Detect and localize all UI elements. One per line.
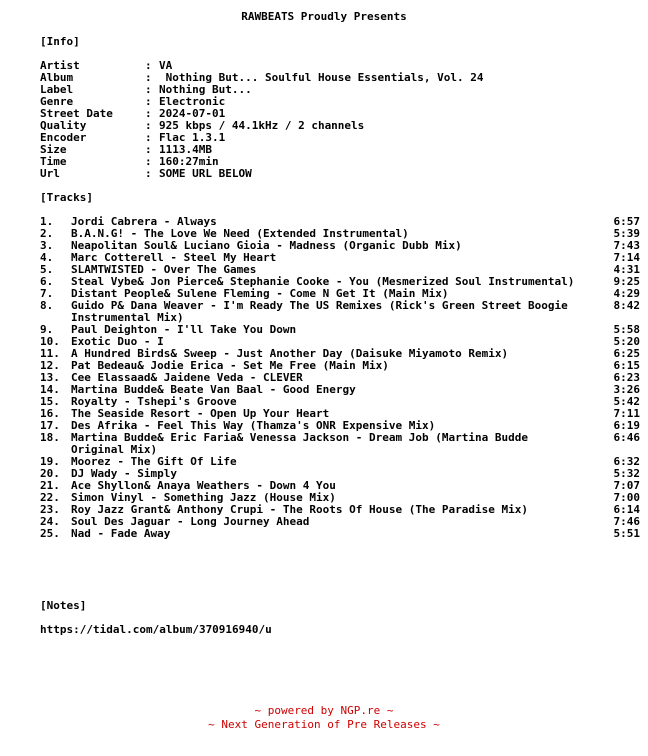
- track-title: Des Afrika - Feel This Way (Thamza's ONR Expensive Mix): [71, 419, 436, 432]
- track-duration: 7:11: [613, 407, 640, 420]
- info-separator: :: [145, 59, 152, 72]
- track-number: 24.: [40, 515, 60, 528]
- info-row-encoder: [40, 132, 484, 144]
- info-key: Genre: [40, 95, 74, 108]
- track-title: Paul Deighton - I'll Take You Down: [71, 323, 297, 336]
- track-title: Martina Budde& Beate Van Baal - Good Energy: [71, 383, 356, 396]
- info-row-quality: [40, 120, 484, 132]
- track-duration: 7:00: [613, 491, 640, 504]
- track-number: 8.: [40, 299, 54, 312]
- track-title: Guido P& Dana Weaver - I'm Ready The US Remixes (Rick's Green Street Boogie Instrumental Mix): [71, 299, 568, 324]
- notes-url: https://tidal.com/album/370916940/u: [40, 623, 272, 636]
- track-duration: 5:58: [613, 323, 640, 336]
- track-title: Steal Vybe& Jon Pierce& Stephanie Cooke - You (Mesmerized Soul Instrumental): [71, 275, 575, 288]
- track-duration: 8:42: [613, 299, 640, 312]
- track-number: 6.: [40, 275, 54, 288]
- track-duration: 6:25: [613, 347, 640, 360]
- track-number: 25.: [40, 527, 60, 540]
- footer-tagline: ~ Next Generation of Pre Releases ~: [208, 718, 440, 731]
- track-duration: 6:23: [613, 371, 640, 384]
- track-title: B.A.N.G! - The Love We Need (Extended Instrumental): [71, 227, 409, 240]
- track-title: Royalty - Tshepi's Groove: [71, 395, 237, 408]
- track-number: 16.: [40, 407, 60, 420]
- track-title: Jordi Cabrera - Always: [71, 215, 217, 228]
- track-number: 14.: [40, 383, 60, 396]
- info-key: Album: [40, 71, 74, 84]
- track-title: A Hundred Birds& Sweep - Just Another Day (Daisuke Miyamoto Remix): [71, 347, 509, 360]
- track-duration: 7:43: [613, 239, 640, 252]
- track-number: 7.: [40, 287, 54, 300]
- track-number: 10.: [40, 335, 60, 348]
- track-number: 15.: [40, 395, 60, 408]
- info-separator: :: [145, 107, 152, 120]
- track-title: Simon Vinyl - Something Jazz (House Mix): [71, 491, 336, 504]
- track-number: 2.: [40, 227, 54, 240]
- info-value: VA: [159, 59, 173, 72]
- info-row-time: [40, 156, 484, 168]
- info-separator: :: [145, 119, 152, 132]
- info-separator: :: [145, 95, 152, 108]
- track-duration: 5:42: [613, 395, 640, 408]
- track-title: Marc Cotterell - Steel My Heart: [71, 251, 277, 264]
- track-row: [40, 432, 640, 456]
- track-duration: 6:46: [613, 431, 640, 444]
- track-number: 3.: [40, 239, 54, 252]
- info-value: Nothing But... Soulful House Essentials, Vol. 24: [159, 71, 484, 84]
- track-row: [40, 300, 640, 324]
- track-duration: 5:39: [613, 227, 640, 240]
- notes-section-label: [Notes]: [40, 599, 87, 612]
- info-row-url: [40, 168, 484, 180]
- track-number: 17.: [40, 419, 60, 432]
- info-separator: :: [145, 71, 152, 84]
- track-number: 21.: [40, 479, 60, 492]
- track-number: 13.: [40, 371, 60, 384]
- track-title: The Seaside Resort - Open Up Your Heart: [71, 407, 330, 420]
- info-separator: :: [145, 167, 152, 180]
- tracks-section-label: [Tracks]: [40, 191, 93, 204]
- track-number: 5.: [40, 263, 54, 276]
- info-section-label: [Info]: [40, 35, 80, 48]
- info-key: Artist: [40, 59, 80, 72]
- track-number: 1.: [40, 215, 54, 228]
- track-title: DJ Wady - Simply: [71, 467, 177, 480]
- info-key: Time: [40, 155, 67, 168]
- info-block: [40, 60, 484, 180]
- info-key: Street Date: [40, 107, 113, 120]
- info-separator: :: [145, 155, 152, 168]
- track-number: 23.: [40, 503, 60, 516]
- track-number: 18.: [40, 431, 60, 444]
- track-duration: 6:57: [613, 215, 640, 228]
- track-title: Cee Elassaad& Jaidene Veda - CLEVER: [71, 371, 303, 384]
- info-value: Nothing But...: [159, 83, 252, 96]
- info-separator: :: [145, 143, 152, 156]
- track-title: Moorez - The Gift Of Life: [71, 455, 237, 468]
- track-title: Soul Des Jaguar - Long Journey Ahead: [71, 515, 310, 528]
- track-number: 20.: [40, 467, 60, 480]
- info-value: 1113.4MB: [159, 143, 212, 156]
- track-title: Exotic Duo - I: [71, 335, 164, 348]
- track-duration: 5:20: [613, 335, 640, 348]
- page-title: RAWBEATS Proudly Presents: [241, 10, 407, 23]
- info-separator: :: [145, 131, 152, 144]
- track-number: 19.: [40, 455, 60, 468]
- track-duration: 6:14: [613, 503, 640, 516]
- info-value: 160:27min: [159, 155, 219, 168]
- track-title: Pat Bedeau& Jodie Erica - Set Me Free (Main Mix): [71, 359, 389, 372]
- track-title: Roy Jazz Grant& Anthony Crupi - The Roots Of House (The Paradise Mix): [71, 503, 528, 516]
- info-separator: :: [145, 83, 152, 96]
- info-key: Url: [40, 167, 60, 180]
- track-duration: 7:07: [613, 479, 640, 492]
- track-duration: 7:46: [613, 515, 640, 528]
- track-duration: 3:26: [613, 383, 640, 396]
- track-duration: 4:31: [613, 263, 640, 276]
- track-row: [40, 528, 640, 540]
- info-row-album: [40, 72, 484, 84]
- track-title: Ace Shyllon& Anaya Weathers - Down 4 You: [71, 479, 336, 492]
- footer-powered-by: ~ powered by NGP.re ~: [254, 704, 394, 717]
- info-key: Size: [40, 143, 67, 156]
- info-key: Encoder: [40, 131, 87, 144]
- track-duration: 6:19: [613, 419, 640, 432]
- track-number: 4.: [40, 251, 54, 264]
- track-duration: 7:14: [613, 251, 640, 264]
- track-duration: 6:32: [613, 455, 640, 468]
- track-duration: 5:32: [613, 467, 640, 480]
- track-number: 22.: [40, 491, 60, 504]
- info-value: Flac 1.3.1: [159, 131, 226, 144]
- info-value: SOME URL BELOW: [159, 167, 252, 180]
- track-duration: 6:15: [613, 359, 640, 372]
- track-title: Nad - Fade Away: [71, 527, 171, 540]
- track-duration: 9:25: [613, 275, 640, 288]
- track-number: 12.: [40, 359, 60, 372]
- track-duration: 4:29: [613, 287, 640, 300]
- info-key: Label: [40, 83, 74, 96]
- track-duration: 5:51: [613, 527, 640, 540]
- track-title: SLAMTWISTED - Over The Games: [71, 263, 257, 276]
- info-value: Electronic: [159, 95, 226, 108]
- info-row-size: [40, 144, 484, 156]
- track-title: Distant People& Sulene Fleming - Come N Get It (Main Mix): [71, 287, 449, 300]
- info-key: Quality: [40, 119, 87, 132]
- info-row-label: [40, 84, 484, 96]
- track-title: Neapolitan Soul& Luciano Gioia - Madness (Organic Dubb Mix): [71, 239, 462, 252]
- track-list: [40, 216, 640, 540]
- track-title: Martina Budde& Eric Faria& Venessa Jackson - Dream Job (Martina Budde Original Mix): [71, 431, 528, 456]
- info-value: 2024-07-01: [159, 107, 226, 120]
- track-number: 9.: [40, 323, 54, 336]
- track-number: 11.: [40, 347, 60, 360]
- info-value: 925 kbps / 44.1kHz / 2 channels: [159, 119, 365, 132]
